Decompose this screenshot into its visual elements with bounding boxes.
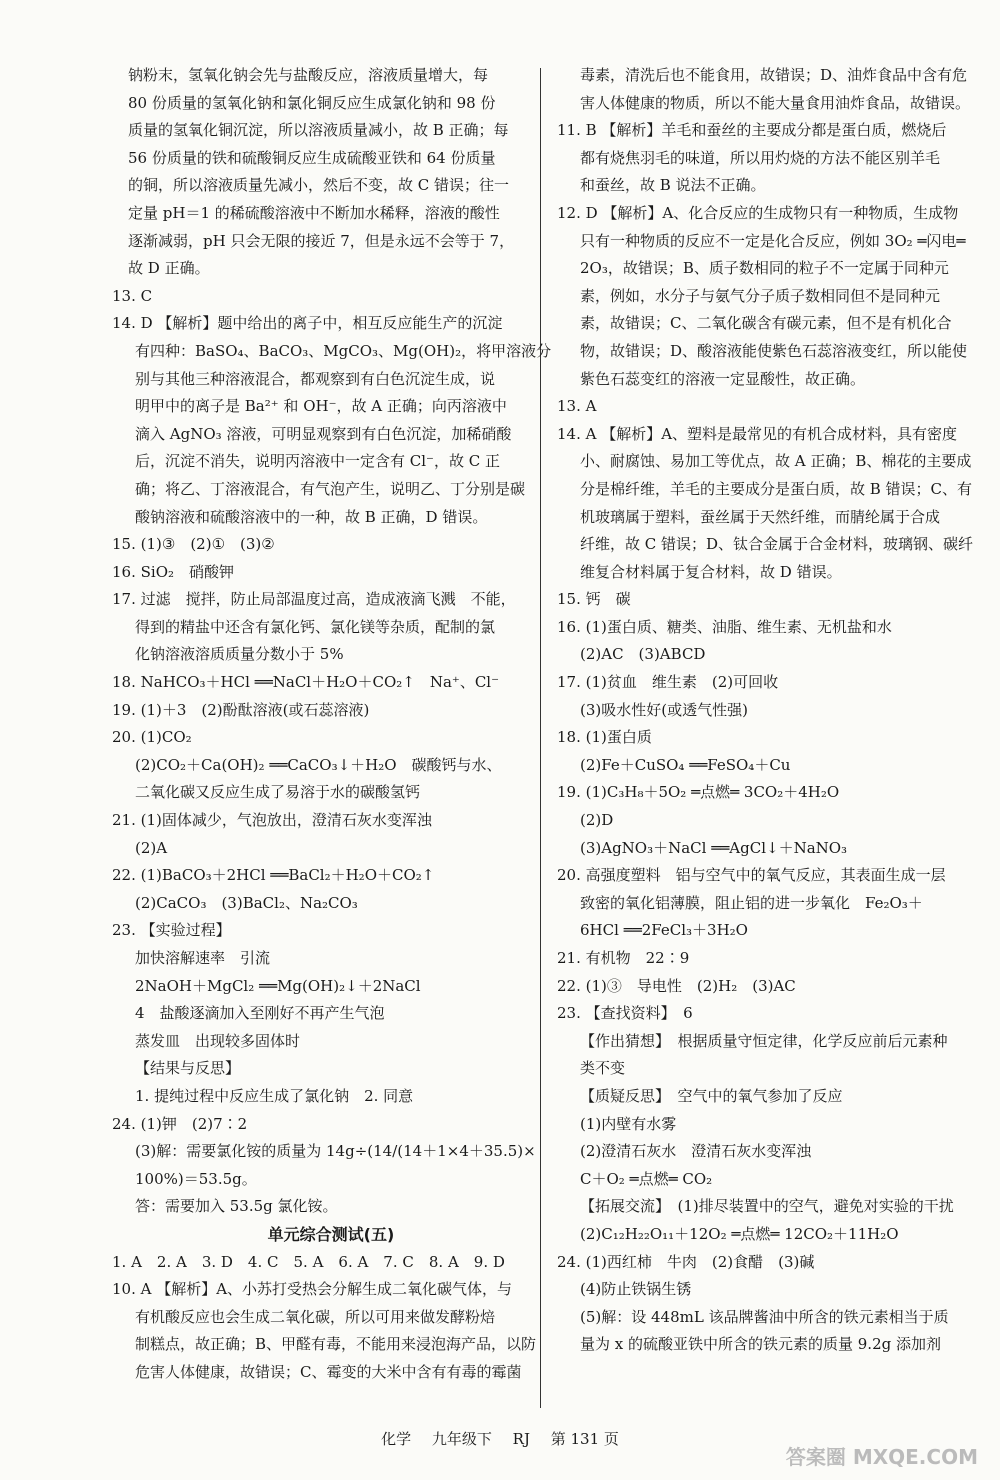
text-line: 致密的氧化铝薄膜，阻止铝的进一步氧化 Fe₂O₃＋ [580,893,923,912]
text-line: 素，例如，水分子与氨气分子质子数相同但不是同种元 [580,286,941,305]
answer-item: 21. (1)固体减少，气泡放出，澄清石灰水变浑浊 [112,811,432,830]
text-line: 56 份质量的铁和硫酸铜反应生成硫酸亚铁和 64 份质量 [128,148,496,167]
section-heading: 单元综合测试(五) [267,1224,395,1244]
text-line: (2)CaCO₃ (3)BaCl₂、Na₂CO₃ [135,893,358,912]
text-line: 【作出猜想】 根据质量守恒定律，化学反应前后元素种 [580,1031,948,1050]
text-line: 有机酸反应也会生成二氧化碳，所以可用来做发酵粉焙 [135,1307,496,1326]
answer-item: 15. 钙 碳 [557,590,631,609]
text-line: (2)CO₂＋Ca(OH)₂ ══CaCO₃↓＋H₂O 碳酸钙与水、 [135,755,502,774]
answer-item: 18. (1)蛋白质 [557,728,652,747]
answer-item: 23. 【查找资料】 6 [557,1004,693,1023]
text-line: 分是棉纤维，羊毛的主要成分是蛋白质，故 B 错误；C、有 [580,479,973,498]
right-column [557,62,989,1359]
text-line: 毒素，清洗后也不能食用，故错误；D、油炸食品中含有危 [580,66,968,84]
text-line: 维复合材料属于复合材料，故 D 错误。 [580,562,842,581]
text-line: 逐渐减弱，pH 只会无限的接近 7，但是永远不会等于 7， [128,231,515,250]
text-line: (3)AgNO₃＋NaCl ══AgCl↓＋NaNO₃ [580,838,848,857]
text-line: (2)Fe＋CuSO₄ ══FeSO₄＋Cu [580,755,791,774]
answer-item: 17. 过滤 搅拌，防止局部温度过高，造成液滴飞溅 不能， [112,590,516,609]
text-line: 故 D 正确。 [128,259,210,278]
text-line: 6HCl ══2FeCl₃＋3H₂O [580,921,748,940]
answer-item: 10. A 【解析】A、小苏打受热会分解生成二氧化碳气体，与 [112,1280,513,1299]
text-line: 危害人体健康，故错误；C、霉变的大米中含有有毒的霉菌 [135,1362,522,1381]
text-line: (4)防止铁锅生锈 [580,1280,692,1299]
text-line: 得到的精盐中还含有氯化钙、氯化镁等杂质，配制的氯 [135,617,496,636]
text-line: 别与其他三种溶液混合，都观察到有白色沉淀生成，说 [135,369,496,388]
footer-page-number: 第 131 页 [550,1430,619,1448]
footer-grade: 九年级下 [431,1430,492,1448]
text-line: 和蚕丝，故 B 说法不正确。 [580,176,766,195]
text-line: 4 盐酸逐滴加入至刚好不再产生气泡 [135,1004,385,1023]
answer-item: 23. 【实验过程】 [112,921,231,940]
text-line: 紫色石蕊变红的溶液一定显酸性，故正确。 [580,369,866,388]
text-line: 滴入 AgNO₃ 溶液，可明显观察到有白色沉淀，加稀硝酸 [135,424,512,443]
text-line: 纤维，故 C 错误；D、钛合金属于合金材料，玻璃钢、碳纤 [580,535,974,554]
answer-item: 24. (1)西红柿 牛肉 (2)食醋 (3)碱 [557,1252,815,1271]
text-line: 定量 pH＝1 的稀硫酸溶液中不断加水稀释，溶液的酸性 [128,203,500,222]
text-line: (5)解：设 448mL 该品牌酱油中所含的铁元素相当于质 [580,1307,949,1326]
text-line: C＋O₂ ═点燃═ CO₂ [580,1169,713,1188]
text-line: 机玻璃属于塑料，蚕丝属于天然纤维，而腈纶属于合成 [580,507,941,526]
text-line: 酸钠溶液和硫酸溶液中的一种，故 B 正确，D 错误。 [135,507,488,526]
text-line: 化钠溶液溶质质量分数小于 5% [135,645,344,664]
text-line: 只有一种物质的反应不一定是化合反应，例如 3O₂ ═闪电═ [580,231,966,250]
text-line: 二氧化碳又反应生成了易溶于水的碳酸氢钙 [135,783,421,802]
text-line: (2)C₁₂H₂₂O₁₁＋12O₂ ═点燃═ 12CO₂＋11H₂O [580,1224,899,1243]
text-line: 类不变 [580,1059,626,1078]
answer-item: 14. A 【解析】A、塑料是最常见的有机合成材料，具有密度 [557,424,958,443]
text-line: 答：需要加入 53.5g 氯化铵。 [135,1197,338,1216]
text-line: 2O₃，故错误；B、质子数相同的粒子不一定属于同种元 [580,259,949,278]
text-line: 都有烧焦羽毛的味道，所以用灼烧的方法不能区别羊毛 [580,148,941,167]
text-line: 100%)＝53.5g。 [135,1169,257,1188]
text-line: 明甲中的离子是 Ba²⁺ 和 OH⁻，故 A 正确；向丙溶液中 [135,397,507,416]
answer-item: 24. (1)钾 (2)7∶2 [112,1114,248,1133]
text-line: 1. 提纯过程中反应生成了氯化钠 2. 同意 [135,1086,414,1105]
answer-item: 20. 高强度塑料 铝与空气中的氧气反应，其表面生成一层 [557,866,946,885]
answer-item: 20. (1)CO₂ [112,728,192,747]
answer-item: 1. A 2. A 3. D 4. C 5. A 6. A 7. C 8. A 9. D [112,1252,505,1271]
text-line: 【拓展交流】 (1)排尽装置中的空气，避免对实验的干扰 [580,1197,954,1216]
text-line: 钠粉末，氢氧化钠会先与盐酸反应，溶液质量增大，每 [128,66,489,84]
text-line: (3)解：需要氯化铵的质量为 14g÷(14/(14＋1×4＋35.5)× [135,1142,536,1161]
text-line: 2NaOH＋MgCl₂ ══Mg(OH)₂↓＋2NaCl [135,976,421,995]
answer-item: 15. (1)③ (2)① (3)② [112,535,275,554]
watermark: 答案圈 MXQE.COM [785,1445,978,1469]
text-line: 蒸发皿 出现较多固体时 [135,1031,301,1050]
text-line: 【结果与反思】 [135,1059,241,1078]
text-line: 【质疑反思】 空气中的氧气参加了反应 [580,1086,843,1105]
text-line: 素，故错误；C、二氧化碳含有碳元素，但不是有机化合 [580,314,952,333]
footer-edition: RJ [512,1430,530,1448]
text-line: 80 份质量的氢氧化钠和氯化铜反应生成氯化钠和 98 份 [128,93,496,112]
text-line: (2)AC (3)ABCD [580,645,706,664]
text-line: (1)内壁有水雾 [580,1114,677,1133]
answer-item: 11. B 【解析】羊毛和蚕丝的主要成分都是蛋白质，燃烧后 [557,121,947,140]
text-line: 制糕点，故正确；B、甲醛有毒，不能用来浸泡海产品，以防 [135,1335,537,1354]
text-line: 害人体健康的物质，所以不能大量食用油炸食品，故错误。 [580,93,971,112]
text-line: 有四种：BaSO₄、BaCO₃、MgCO₃、Mg(OH)₂，将甲溶液分 [135,341,552,360]
text-line: (3)吸水性好(或透气性强) [580,700,748,719]
answer-item: 16. SiO₂ 硝酸钾 [112,562,235,581]
left-column [112,62,550,1387]
text-line: (2)D [580,811,614,830]
text-line: 确；将乙、丁溶液混合，有气泡产生，说明乙、丁分别是碳 [135,479,526,498]
text-line: 质量的氢氧化铜沉淀，所以溶液质量减小，故 B 正确；每 [128,121,509,140]
answer-item: 13. A [557,397,597,416]
answer-item: 19. (1)C₃H₈＋5O₂ ═点燃═ 3CO₂＋4H₂O [557,783,840,802]
text-line: (2)A [135,838,168,857]
answer-item: 18. NaHCO₃＋HCl ══NaCl＋H₂O＋CO₂↑ Na⁺、Cl⁻ [112,673,500,692]
answer-item: 16. (1)蛋白质、糖类、油脂、维生素、无机盐和水 [557,617,892,636]
answer-item: 22. (1)BaCO₃＋2HCl ══BaCl₂＋H₂O＋CO₂↑ [112,866,435,885]
text-line: 物，故错误；D、酸溶液能使紫色石蕊溶液变红，所以能使 [580,341,968,360]
text-line: 小、耐腐蚀、易加工等优点，故 A 正确；B、棉花的主要成 [580,452,972,471]
answer-item: 12. D 【解析】A、化合反应的生成物只有一种物质，生成物 [557,203,959,222]
text-line: 的铜，所以溶液质量先减小，然后不变，故 C 错误；往一 [128,176,510,195]
text-line: (2)澄清石灰水 澄清石灰水变浑浊 [580,1142,812,1161]
answer-item: 13. C [112,286,153,305]
answer-item: 14. D 【解析】题中给出的离子中，相互反应能生产的沉淀 [112,314,503,333]
answer-item: 22. (1)③ 导电性 (2)H₂ (3)AC [557,976,796,995]
answer-item: 17. (1)贫血 维生素 (2)可回收 [557,673,779,692]
text-line: 量为 x 的硫酸亚铁中所含的铁元素的质量 9.2g 添加剂 [580,1335,941,1354]
answer-item: 19. (1)＋3 (2)酚酞溶液(或石蕊溶液) [112,700,370,719]
text-line: 后，沉淀不消失，说明丙溶液中一定含有 Cl⁻，故 C 正 [135,452,500,471]
text-line: 加快溶解速率 引流 [135,949,271,967]
answer-item: 21. 有机物 22∶9 [557,949,690,967]
footer-subject: 化学 [381,1430,412,1448]
